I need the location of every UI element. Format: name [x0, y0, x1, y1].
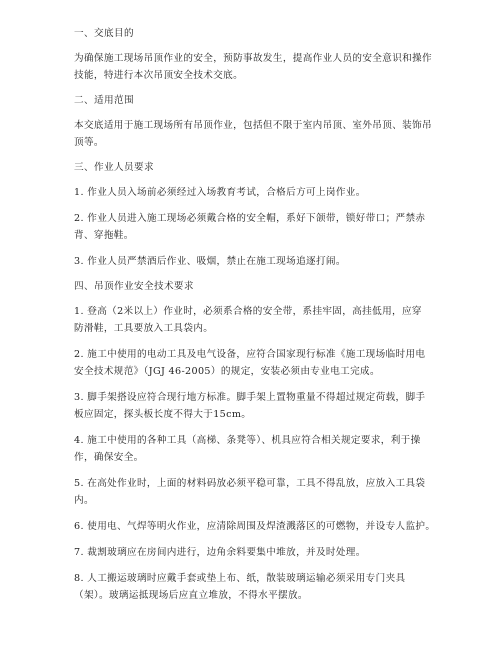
paragraph — [74, 50, 442, 84]
paragraph-line: 2. 施工中使用的电动工具及电气设备，应符合国家现行标准《施工现场临时用电 — [74, 349, 426, 360]
section-heading: 四、吊顶作业安全技术要求 — [74, 281, 194, 292]
paragraph-line: 顶等。 — [74, 137, 104, 148]
paragraph-line: 1. 登高（2米以上）作业时，必须系合格的安全带，系挂牢固，高挂低用，应穿 — [74, 306, 422, 317]
section-scope — [74, 93, 442, 151]
list-item — [74, 432, 442, 466]
paragraph-line: 本交底适用于施工现场所有吊顶作业，包括但不限于室内吊顶、室外吊顶、装饰吊 — [74, 120, 432, 131]
list-item — [74, 210, 442, 244]
paragraph-line: 7. 裁割玻璃应在房间内进行，边角余料要集中堆放，并及时处理。 — [74, 547, 366, 558]
paragraph-line: 内。 — [74, 495, 94, 506]
paragraph-line: 板应固定，探头板长度不得大于15cm。 — [74, 409, 252, 420]
list-item — [74, 184, 442, 201]
paragraph-line: 4. 施工中使用的各种工具（高梯、条凳等）、机具应符合相关规定要求，利于操 — [74, 435, 421, 446]
section-heading: 三、作业人员要求 — [74, 162, 154, 173]
document-page — [74, 26, 442, 613]
paragraph-line: 6. 使用电、气焊等明火作业，应清除周围及焊渣溅落区的可燃物，并设专人监护。 — [74, 521, 436, 532]
list-item — [74, 544, 442, 561]
list-item — [74, 346, 442, 380]
section-heading: 一、交底目的 — [74, 28, 134, 39]
section-worker-requirements — [74, 160, 442, 270]
paragraph-line: （架）。玻璃运抵现场后应直立堆放，不得水平摆放。 — [74, 590, 308, 601]
paragraph — [74, 117, 442, 151]
list-item — [74, 475, 442, 509]
paragraph-line: 5. 在高处作业时，上面的材料码放必须平稳可靠，工具不得乱放，应放入工具袋 — [74, 478, 426, 489]
paragraph-line: 技能，特进行本次吊顶安全技术交底。 — [74, 70, 244, 81]
list-item — [74, 570, 442, 604]
paragraph-line: 3. 脚手架搭设应符合现行地方标准。脚手架上置物重量不得超过规定荷载，脚手 — [74, 392, 426, 403]
paragraph-line: 作，确保安全。 — [74, 452, 144, 463]
paragraph-line: 防滑鞋，工具要放入工具袋内。 — [74, 323, 214, 334]
paragraph-line: 安全技术规范》（JGJ 46-2005）的规定，安装必须由专业电工完成。 — [74, 366, 380, 377]
paragraph-line: 3. 作业人员严禁酒后作业、吸烟，禁止在施工现场追逐打闹。 — [74, 256, 346, 267]
list-item — [74, 389, 442, 423]
paragraph-line: 背、穿拖鞋。 — [74, 230, 134, 241]
paragraph-line: 2. 作业人员进入施工现场必须戴合格的安全帽，系好下颌带，锁好带口；严禁赤 — [74, 213, 426, 224]
list-item — [74, 253, 442, 270]
list-item — [74, 518, 442, 535]
section-technical-requirements — [74, 279, 442, 604]
list-item — [74, 303, 442, 337]
section-heading: 二、适用范围 — [74, 95, 134, 106]
paragraph-line: 1. 作业人员入场前必须经过入场教育考试，合格后方可上岗作业。 — [74, 187, 366, 198]
section-purpose — [74, 26, 442, 84]
paragraph-line: 8. 人工搬运玻璃时应戴手套或垫上布、纸，散装玻璃运输必须采用专门夹具 — [74, 573, 406, 584]
paragraph-line: 为确保施工现场吊顶作业的安全，预防事故发生，提高作业人员的安全意识和操作 — [74, 53, 432, 64]
